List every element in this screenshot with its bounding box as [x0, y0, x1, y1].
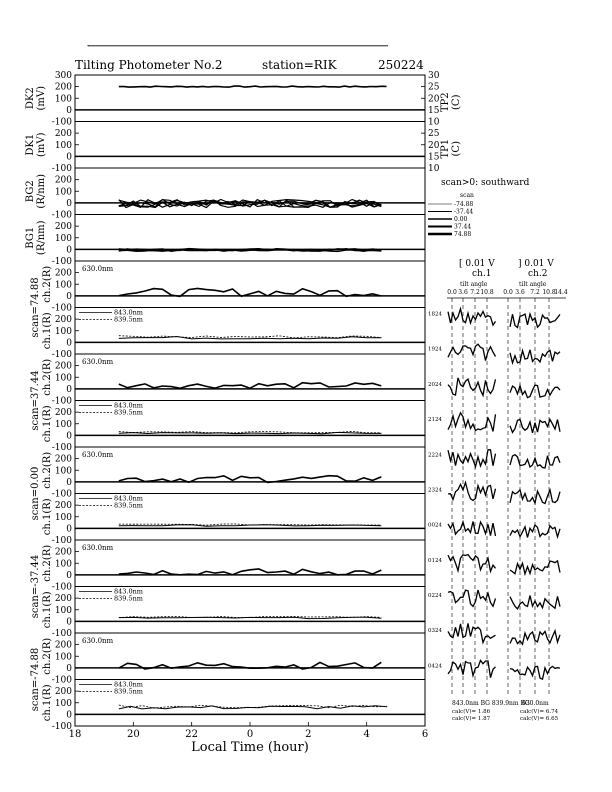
- right-tick-label: 20: [428, 140, 440, 151]
- legend-item: 37.44: [454, 223, 472, 231]
- x-tick-label: 22: [185, 729, 199, 740]
- scan-label-text: scan=-37.44: [30, 554, 41, 619]
- data-line: [119, 432, 382, 433]
- y-tick-label: -100: [51, 210, 72, 221]
- y-tick-label: 0: [66, 431, 72, 442]
- y-tick-label: -100: [51, 582, 72, 593]
- y-tick-label: -100: [51, 257, 72, 267]
- ch1-wavelength-b: 839.5nm: [114, 315, 143, 324]
- y-tick-label: 100: [54, 419, 72, 430]
- y-tick-label: 100: [54, 187, 72, 198]
- y-tick-label: 100: [54, 698, 72, 709]
- panel-frame: [75, 354, 425, 401]
- ch2-axis-label-text: ch.2(R): [42, 451, 53, 489]
- panel-frame: [75, 75, 425, 122]
- ch1-axis-label: [42, 312, 53, 349]
- tilt-label-1: tilt angle: [460, 281, 488, 288]
- mini-time-label: 0424: [428, 663, 442, 670]
- ch2-wavelength: 630.0nm: [82, 637, 114, 645]
- ch2-wavelength: 630.0nm: [82, 265, 114, 273]
- mini-trace-ch1: [448, 483, 496, 501]
- scan-label: [30, 277, 41, 337]
- tp1-label-text: (C): [451, 141, 462, 157]
- y-tick-label: 200: [54, 222, 72, 233]
- y-tick-label: 100: [54, 373, 72, 384]
- legend-heading: scan: [460, 192, 474, 199]
- tp2-label-text: (C): [451, 94, 462, 110]
- dk2-label: [25, 86, 47, 111]
- right-tick-label: 10: [428, 117, 440, 128]
- mini-trace-ch1: [448, 413, 496, 432]
- ch1-axis-label-text: ch.1(R): [42, 684, 53, 722]
- y-tick-label: -100: [51, 164, 72, 174]
- tilt-tick-ch1: 0.0: [447, 289, 457, 296]
- y-tick-label: 100: [54, 652, 72, 663]
- y-tick-label: -100: [51, 536, 72, 546]
- y-tick-label: 100: [54, 512, 72, 523]
- ch2-wavelength: 630.0nm: [82, 451, 114, 459]
- dk2-label-text: (mV): [36, 85, 47, 111]
- y-tick-label: 0: [66, 524, 72, 535]
- mini-time-label: 0324: [428, 628, 442, 635]
- panel-frame: [75, 215, 425, 262]
- y-tick-label: 200: [54, 687, 72, 698]
- legend-item: 74.88: [454, 231, 472, 238]
- y-tick-label: -100: [51, 117, 72, 128]
- mini-trace-ch1: [448, 309, 496, 325]
- x-tick-label: 0: [246, 729, 254, 740]
- mini-time-label: 2224: [428, 452, 442, 459]
- mini-footer-ch1: 843.0nm BG 839.9nm BG: [452, 700, 530, 707]
- right-tick-label: 10: [428, 164, 440, 174]
- legend-title: scan>0: southward: [441, 178, 530, 188]
- tilt-tick-ch2: 7.2: [530, 289, 540, 296]
- scan-label: [30, 370, 41, 430]
- y-tick-label: 200: [54, 408, 72, 419]
- tilt-tick-ch2: 10.8: [542, 289, 556, 296]
- ch2-axis-label-text: ch.2(R): [42, 544, 53, 582]
- tilt-tick-ch1: 7.2: [470, 289, 480, 296]
- y-tick-label: 0: [66, 477, 72, 488]
- ch2-axis-label-text: ch.2(R): [42, 637, 53, 675]
- ch1-wavelength-b: 839.5nm: [114, 501, 143, 510]
- mini-time-label: 1924: [428, 346, 442, 353]
- ch2-axis-label-text: ch.2(R): [42, 265, 53, 303]
- y-tick-label: 0: [66, 198, 72, 209]
- mini-time-label: 1824: [428, 311, 442, 318]
- mini-trace-ch1: [448, 522, 496, 537]
- y-tick-label: 100: [54, 233, 72, 244]
- scan-label-text: scan=-74.88: [30, 647, 41, 712]
- x-axis-title: Local Time (hour): [191, 740, 309, 755]
- panel-frame: [75, 122, 425, 169]
- y-tick-label: -100: [51, 396, 72, 407]
- ch2-axis-label: [42, 545, 53, 582]
- ch2-axis-label: [42, 638, 53, 675]
- x-tick-label: 4: [363, 729, 370, 740]
- y-tick-label: 0: [66, 710, 72, 721]
- data-line: [119, 569, 382, 575]
- dk1-label: [25, 132, 47, 157]
- y-tick-label: 100: [54, 140, 72, 151]
- y-tick-label: 100: [54, 559, 72, 570]
- ch2-name: ch.2: [528, 269, 548, 279]
- tp2-label-text: TP2: [440, 92, 451, 113]
- ch2-wavelength: 630.0nm: [82, 544, 114, 552]
- scan-label: [30, 555, 41, 619]
- panel-frame: [75, 540, 425, 587]
- ch1-axis-label-text: ch.1(R): [42, 312, 53, 350]
- right-tick-label: 25: [428, 82, 440, 93]
- right-tick-label: 20: [428, 94, 440, 105]
- y-tick-label: 200: [54, 454, 72, 465]
- bg2-label: [25, 174, 47, 209]
- y-tick-label: 0: [66, 617, 72, 628]
- y-tick-label: 200: [54, 82, 72, 93]
- data-line: [119, 86, 387, 87]
- y-tick-label: 0: [66, 663, 72, 674]
- y-tick-label: -100: [51, 303, 72, 314]
- y-tick-label: 0: [66, 570, 72, 581]
- mini-trace-ch1: [448, 623, 496, 642]
- scan-label-text: scan=74.88: [30, 277, 41, 338]
- ch1-wavelength-a: 843.0nm: [114, 587, 143, 596]
- panel-frame: [75, 633, 425, 680]
- chart-title: Tilting Photometer No.2: [75, 58, 223, 72]
- data-line: [119, 706, 387, 709]
- tilt-label-2: tilt angle: [519, 281, 547, 288]
- ch1-axis-label: [42, 684, 53, 721]
- mini-trace-ch1: [448, 661, 496, 678]
- data-line: [119, 337, 382, 339]
- calc-ch1-b: calc(V)= 1.87: [452, 716, 491, 722]
- y-tick-label: 200: [54, 268, 72, 279]
- mini-time-label: 2324: [428, 487, 442, 494]
- tp1-label: [440, 139, 462, 159]
- data-line: [119, 383, 382, 389]
- y-tick-label: 100: [54, 326, 72, 337]
- dk1-label-text: DK1: [25, 133, 36, 156]
- ch2-axis-label: [42, 359, 53, 396]
- y-tick-label: -100: [51, 722, 72, 732]
- y-tick-label: -100: [51, 443, 72, 453]
- dk2-label-text: DK2: [25, 87, 36, 110]
- tp2-label: [440, 92, 462, 112]
- ch1-wavelength-a: 843.0nm: [114, 308, 143, 317]
- mini-time-label: 2024: [428, 381, 442, 388]
- mini-time-label: 0124: [428, 557, 442, 564]
- y-tick-label: 100: [54, 466, 72, 477]
- x-tick-label: 6: [421, 729, 429, 740]
- scan-label: [30, 467, 41, 521]
- ch1-axis-label: [42, 591, 53, 628]
- tilt-tick-ch2: 0.0: [503, 289, 513, 296]
- y-tick-label: 200: [54, 640, 72, 651]
- date-label: 250224: [378, 58, 424, 72]
- y-tick-label: -100: [51, 629, 72, 639]
- y-tick-label: 0: [66, 152, 72, 163]
- ch1-axis-label-text: ch.1(R): [42, 405, 53, 443]
- y-tick-label: 100: [54, 94, 72, 105]
- ch1-wavelength-b: 839.5nm: [114, 408, 143, 417]
- y-tick-label: 300: [54, 71, 72, 81]
- y-tick-label: 200: [54, 501, 72, 512]
- bg1-label: [25, 220, 47, 255]
- tilt-tick-ch2: 3.6: [515, 289, 525, 296]
- calc-ch1-a: calc(V)= 1.86: [452, 709, 491, 715]
- ch1-axis-label: [42, 405, 53, 442]
- y-tick-label: 0: [66, 384, 72, 395]
- tp1-label-text: TP1: [440, 138, 451, 159]
- mini-trace-ch1: [448, 555, 496, 572]
- y-tick-label: 200: [54, 175, 72, 186]
- mini-time-label: 2124: [428, 417, 442, 424]
- ch2-scale: ] 0.01 V: [518, 259, 554, 269]
- scan-label-text: scan=37.44: [30, 370, 41, 431]
- ch1-axis-label-text: ch.1(R): [42, 591, 53, 629]
- ch1-wavelength-a: 843.0nm: [114, 494, 143, 503]
- mini-trace-ch1: [448, 344, 496, 360]
- ch2-axis-label: [42, 452, 53, 489]
- y-tick-label: 0: [66, 245, 72, 256]
- mini-footer-ch2: 630.0nm: [522, 700, 549, 707]
- panel-frame: [75, 447, 425, 494]
- y-tick-label: 200: [54, 547, 72, 558]
- y-tick-label: 200: [54, 315, 72, 326]
- bg1-label-text: BG1: [25, 226, 36, 249]
- y-tick-label: 200: [54, 594, 72, 605]
- tilt-tick-ch1: 10.8: [480, 289, 494, 296]
- legend-item: -37.44: [454, 208, 474, 216]
- legend-item: -74.88: [454, 201, 474, 208]
- y-tick-label: -100: [51, 350, 72, 360]
- station-label: station=RIK: [262, 58, 337, 72]
- right-tick-label: 15: [428, 152, 440, 163]
- ch1-axis-label: [42, 498, 53, 535]
- y-tick-label: 200: [54, 361, 72, 372]
- ch1-scale: [ 0.01 V: [459, 259, 495, 269]
- mini-time-label: 0024: [428, 522, 442, 529]
- right-tick-label: 15: [428, 105, 440, 116]
- tilt-tick-ch2: 14.4: [554, 289, 568, 296]
- scan-label: [30, 648, 41, 712]
- ch2-axis-label: [42, 266, 53, 303]
- ch1-wavelength-a: 843.0nm: [114, 401, 143, 410]
- mini-trace-ch1: [448, 450, 496, 467]
- ch1-wavelength-a: 843.0nm: [114, 680, 143, 689]
- right-tick-label: 25: [428, 129, 440, 140]
- x-tick-label: 2: [305, 729, 312, 740]
- mini-time-label: 0224: [428, 593, 442, 600]
- bg2-label-text: (R/nm): [36, 173, 47, 209]
- x-tick-label: 20: [126, 729, 140, 740]
- legend-item: 0.00: [454, 216, 468, 223]
- dk1-label-text: (mV): [36, 132, 47, 158]
- calc-ch2-a: calc(V)= 6.74: [520, 709, 559, 715]
- ch2-wavelength: 630.0nm: [82, 358, 114, 366]
- bg2-label-text: BG2: [25, 180, 36, 203]
- y-tick-label: 100: [54, 605, 72, 616]
- ch2-axis-label-text: ch.2(R): [42, 358, 53, 396]
- y-tick-label: 0: [66, 105, 72, 116]
- y-tick-label: 0: [66, 291, 72, 302]
- y-tick-label: -100: [51, 675, 72, 686]
- y-tick-label: -100: [51, 489, 72, 500]
- tilt-tick-ch1: 3.6: [458, 289, 468, 296]
- mini-trace-ch1: [448, 378, 496, 396]
- ch1-name: ch.1: [472, 269, 492, 279]
- calc-ch2-b: calc(V)= 6.65: [520, 716, 559, 722]
- ch1-axis-label-text: ch.1(R): [42, 498, 53, 536]
- top-trace: [88, 45, 388, 46]
- y-tick-label: 100: [54, 280, 72, 291]
- scan-label-text: scan=0.00: [30, 466, 41, 521]
- ch1-wavelength-b: 839.5nm: [114, 594, 143, 603]
- ch1-wavelength-b: 839.5nm: [114, 687, 143, 696]
- x-tick-label: 18: [68, 729, 82, 740]
- mini-trace-ch1: [448, 590, 496, 606]
- panel-frame: [75, 261, 425, 308]
- y-tick-label: 0: [66, 338, 72, 349]
- right-tick-label: 30: [428, 71, 440, 81]
- bg1-label-text: (R/nm): [36, 220, 47, 256]
- y-tick-label: 200: [54, 129, 72, 140]
